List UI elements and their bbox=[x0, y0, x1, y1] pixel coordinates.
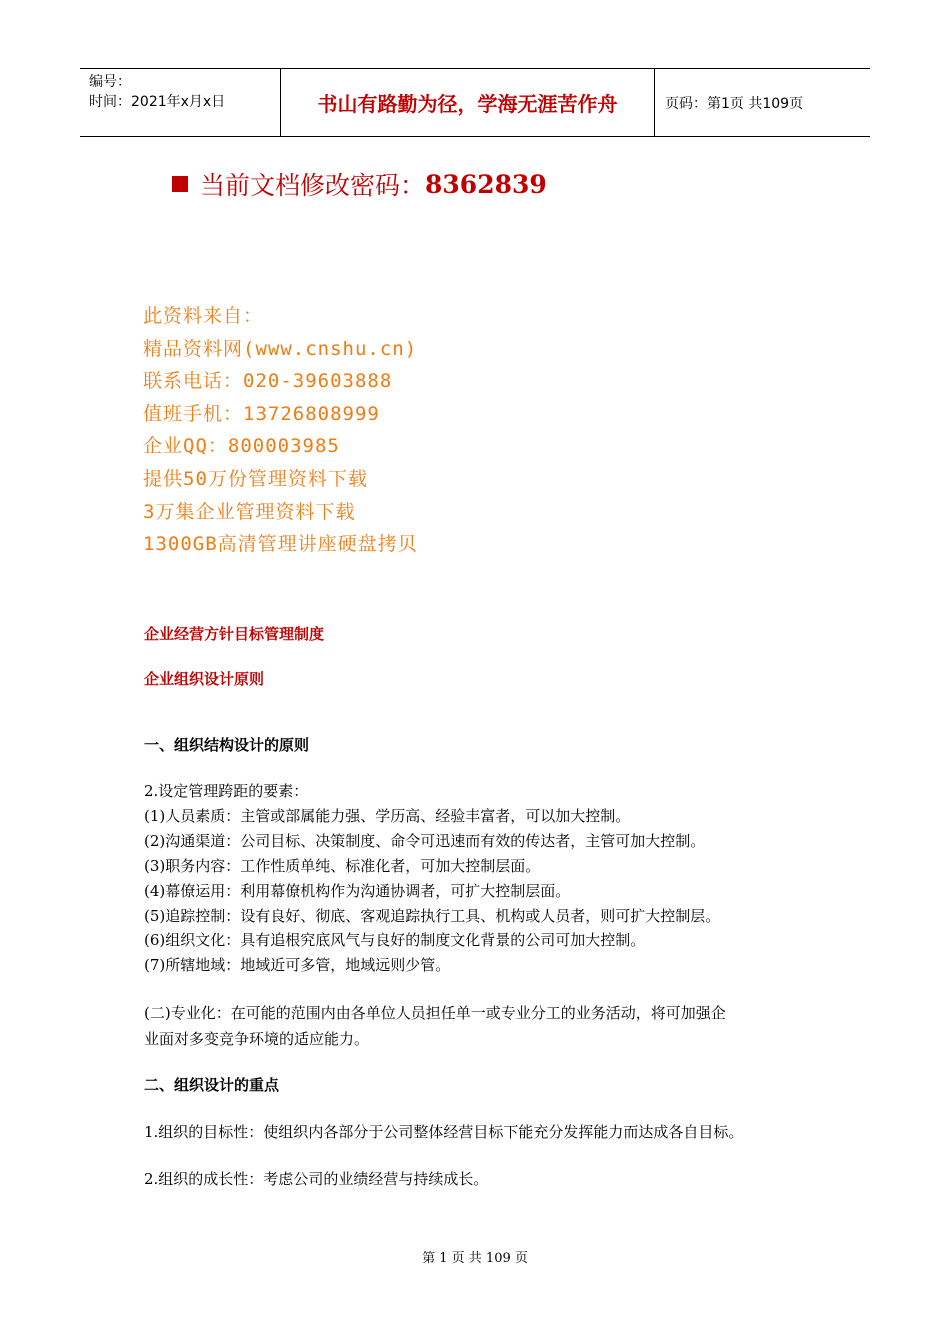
header-motto: 书山有路勤为径，学海无涯苦作舟 bbox=[281, 69, 655, 136]
list-item: (6)组织文化：具有追根究底风气与良好的制度文化背景的公司可加大控制。 bbox=[144, 931, 646, 950]
sub-title: 企业组织设计原则 bbox=[144, 670, 265, 688]
page-footer: 第 1 页 共 109 页 bbox=[422, 1251, 528, 1266]
promo-line: 3万集企业管理资料下载 bbox=[143, 500, 356, 523]
paragraph-line: 业面对多变竞争环境的适应能力。 bbox=[144, 1030, 370, 1048]
number-label: 编号： bbox=[89, 74, 131, 90]
paragraph-line: (二)专业化：在可能的范围内由各单位人员担任单一或专业分工的业务活动，将可加强企 bbox=[144, 1004, 726, 1022]
square-bullet-icon bbox=[172, 176, 188, 192]
list-item: (3)职务内容：工作性质单纯、标准化者，可加大控制层面。 bbox=[144, 856, 541, 875]
password-label: 当前文档修改密码： bbox=[200, 171, 426, 200]
promo-line: 企业QQ：800003985 bbox=[143, 435, 340, 458]
password-code: 8362839 bbox=[425, 169, 547, 199]
password-notice bbox=[172, 166, 547, 202]
list-item: (4)幕僚运用：利用幕僚机构作为沟通协调者，可扩大控制层面。 bbox=[144, 881, 571, 900]
point2-paragraph: 2.组织的成长性：考虑公司的业绩经营与持续成长。 bbox=[144, 1170, 489, 1188]
section1-heading: 一、组织结构设计的原则 bbox=[144, 736, 310, 754]
promo-line: 此资料来自： bbox=[143, 305, 264, 327]
section2-heading: 二、组织设计的重点 bbox=[144, 1076, 280, 1094]
promo-line: 1300GB高清管理讲座硬盘拷贝 bbox=[143, 533, 418, 556]
list-item: (2)沟通渠道：公司目标、决策制度、命令可迅速而有效的传达者，主管可加大控制。 bbox=[144, 831, 706, 850]
list-item: (1)人员素质：主管或部属能力强、学历高、经验丰富者，可以加大控制。 bbox=[144, 806, 631, 825]
promo-line: 精品资料网(www.cnshu.cn) bbox=[143, 337, 418, 360]
header-page-info: 页码：第1页 共109页 bbox=[665, 95, 804, 112]
specialization-paragraph bbox=[144, 1000, 814, 1052]
document-header bbox=[80, 68, 870, 137]
promo-line: 提供50万份管理资料下载 bbox=[143, 467, 368, 490]
section1-list bbox=[144, 779, 814, 978]
point1-paragraph: 1.组织的目标性：使组织内各部分于公司整体经营目标下能充分发挥能力而达成各自目标。 bbox=[144, 1123, 744, 1141]
promo-line: 值班手机：13726808999 bbox=[143, 402, 380, 425]
list-item: (7)所辖地域：地域近可多管，地域远则少管。 bbox=[144, 956, 451, 975]
main-title: 企业经营方针目标管理制度 bbox=[144, 625, 325, 643]
time-label: 时间：2021年x月x日 bbox=[89, 94, 226, 110]
list-item: 2.设定管理跨距的要素： bbox=[144, 782, 309, 800]
promo-line: 联系电话：020-39603888 bbox=[143, 370, 393, 393]
header-meta bbox=[80, 69, 281, 136]
promo-block bbox=[143, 300, 418, 561]
list-item: (5)追踪控制：设有良好、彻底、客观追踪执行工具、机构或人员者，则可扩大控制层。 bbox=[144, 906, 721, 925]
